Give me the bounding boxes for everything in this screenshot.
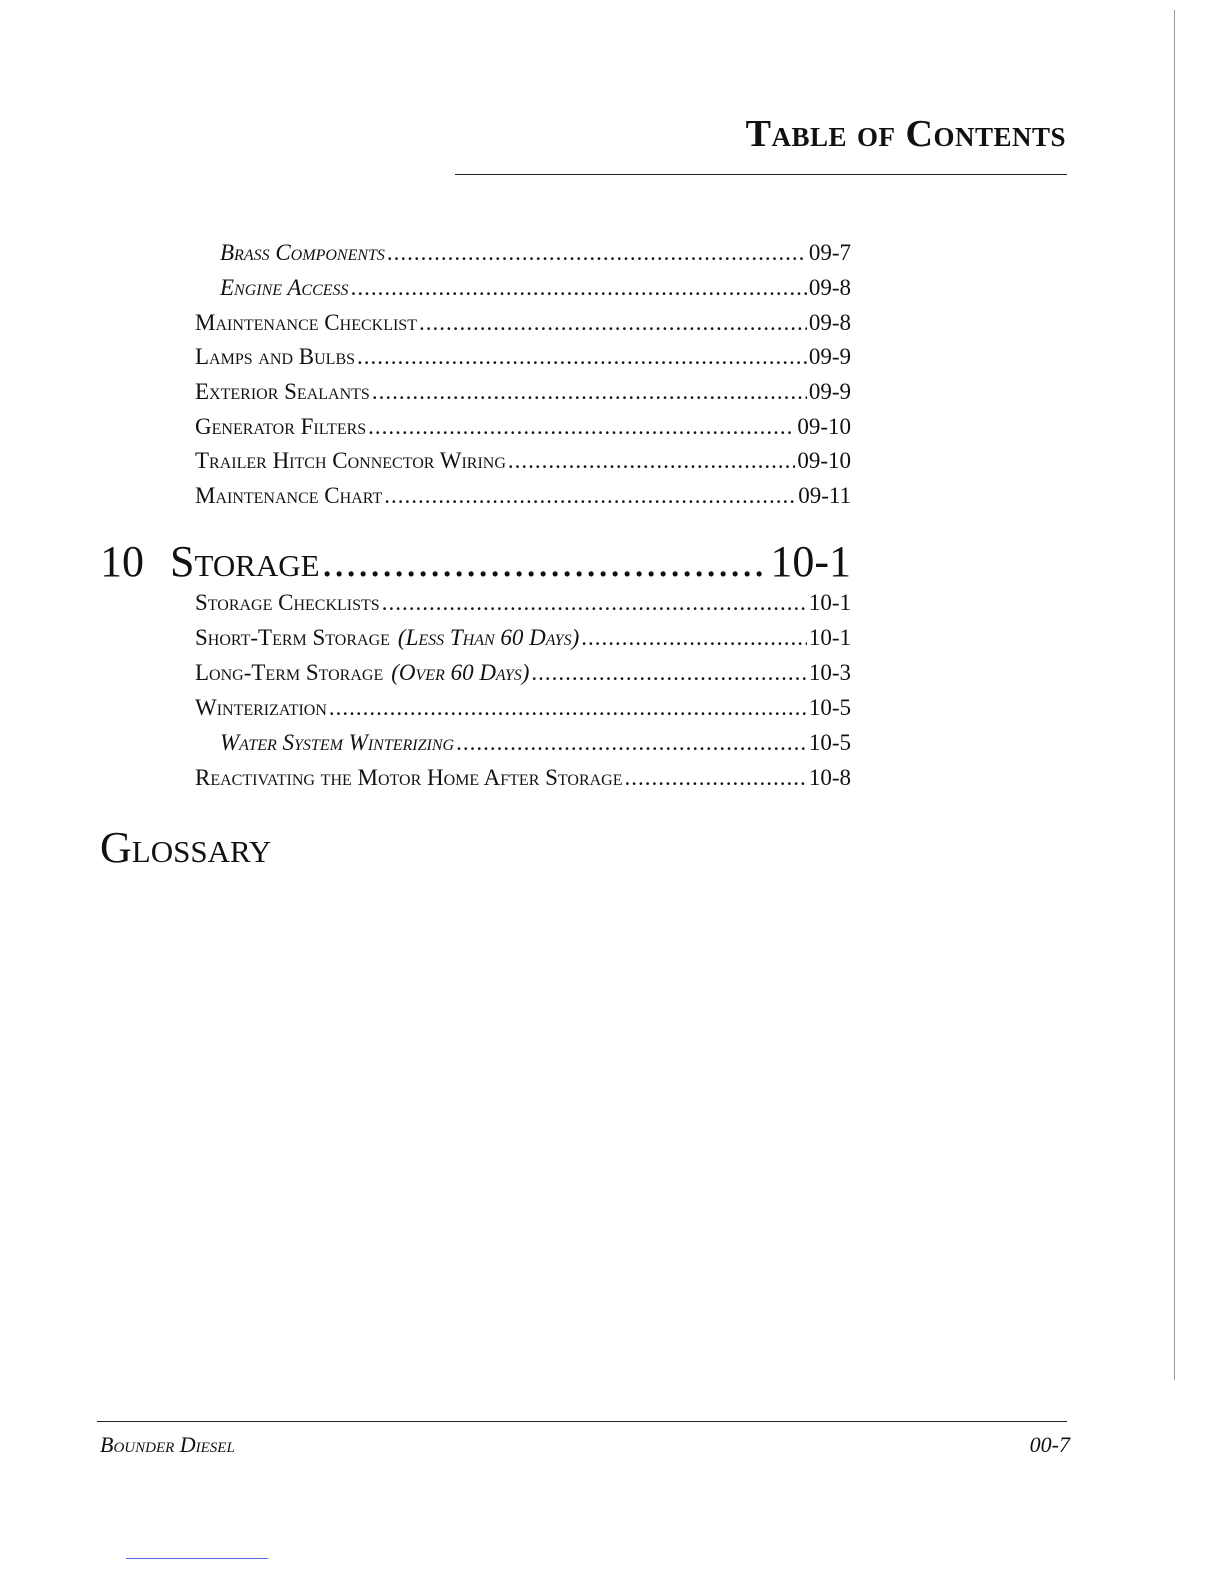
toc-page-number: 10-1 — [808, 625, 851, 650]
toc-entry-reactivating-motor-home[interactable]: Reactivating the Motor Home After Storage ..... 10-8 — [195, 765, 851, 797]
dot-leader — [322, 536, 769, 587]
toc-page-number: 09-8 — [808, 275, 851, 300]
toc-page-number: 09-9 — [808, 344, 851, 369]
toc-glossary-heading[interactable]: Glossary — [100, 823, 272, 872]
toc-entry-long-term-storage[interactable]: Long-Term Storage (Over 60 Days) ..... 10-3 — [195, 660, 851, 692]
chapter-title: Storage — [170, 537, 320, 586]
toc-page-number: 09-10 — [797, 448, 851, 473]
footer-rule — [97, 1421, 1067, 1422]
toc-entry-winterization[interactable]: Winterization ..... 10-5 — [195, 695, 851, 727]
dot-leader — [357, 344, 807, 370]
toc-page-number: 09-10 — [797, 414, 851, 439]
footer-page-number: 00-7 — [1029, 1432, 1070, 1457]
toc-entry-exterior-sealants[interactable]: Exterior Sealants ..... 09-9 — [195, 379, 851, 411]
toc-page-number: 10-1 — [808, 590, 851, 615]
toc-entry-short-term-storage[interactable]: Short-Term Storage (Less Than 60 Days) ..... 10-1 — [195, 625, 851, 657]
toc-entry-maintenance-checklist[interactable]: Maintenance Checklist ..... 09-8 — [195, 310, 851, 342]
toc-chapter-storage[interactable] — [100, 536, 851, 592]
bottom-link-underline — [126, 1558, 268, 1559]
toc-entry-brass-components[interactable]: Brass Components ..... 09-7 — [220, 240, 851, 272]
dot-leader — [329, 695, 807, 721]
toc-entry-maintenance-chart[interactable]: Maintenance Chart ..... 09-11 — [195, 483, 851, 515]
toc-page-number: 09-8 — [808, 310, 851, 335]
toc-page-number: 10-1 — [770, 537, 851, 586]
chapter-number: 10 — [100, 537, 144, 586]
toc-page-number: 10-3 — [808, 660, 851, 685]
dot-leader — [508, 448, 795, 474]
toc-entry-water-system-winterizing[interactable]: Water System Winterizing ..... 10-5 — [220, 730, 851, 762]
toc-page-number: 10-8 — [808, 765, 851, 790]
footer-manual-name: Bounder Diesel — [100, 1432, 235, 1457]
entry-note: (Over 60 Days) — [391, 660, 530, 685]
dot-leader — [351, 275, 807, 301]
dot-leader — [382, 590, 807, 616]
toc-entry-lamps-and-bulbs[interactable]: Lamps and Bulbs ..... 09-9 — [195, 344, 851, 376]
page-title: Table of Contents — [745, 113, 1066, 155]
dot-leader — [456, 730, 807, 756]
entry-note: (Less Than 60 Days) — [397, 625, 580, 650]
toc-page-number: 09-11 — [798, 483, 851, 508]
dot-leader — [387, 240, 807, 266]
dot-leader — [531, 660, 806, 686]
toc-page-number: 09-7 — [808, 240, 851, 265]
dot-leader — [419, 310, 807, 336]
toc-page-number: 10-5 — [808, 730, 851, 755]
toc-page-number: 09-9 — [808, 379, 851, 404]
toc-entry-trailer-hitch-connector-wiring[interactable]: Trailer Hitch Connector Wiring ..... 09-10 — [195, 448, 851, 480]
dot-leader — [368, 414, 795, 440]
dot-leader — [384, 483, 796, 509]
toc-entry-engine-access[interactable]: Engine Access ..... 09-8 — [220, 275, 851, 307]
dot-leader — [625, 765, 807, 791]
dot-leader — [372, 379, 807, 405]
toc-entry-generator-filters[interactable]: Generator Filters ..... 09-10 — [195, 414, 851, 446]
toc-entry-storage-checklists[interactable]: Storage Checklists ..... 10-1 — [195, 590, 851, 622]
dot-leader — [581, 625, 807, 651]
toc-page-number: 10-5 — [808, 695, 851, 720]
